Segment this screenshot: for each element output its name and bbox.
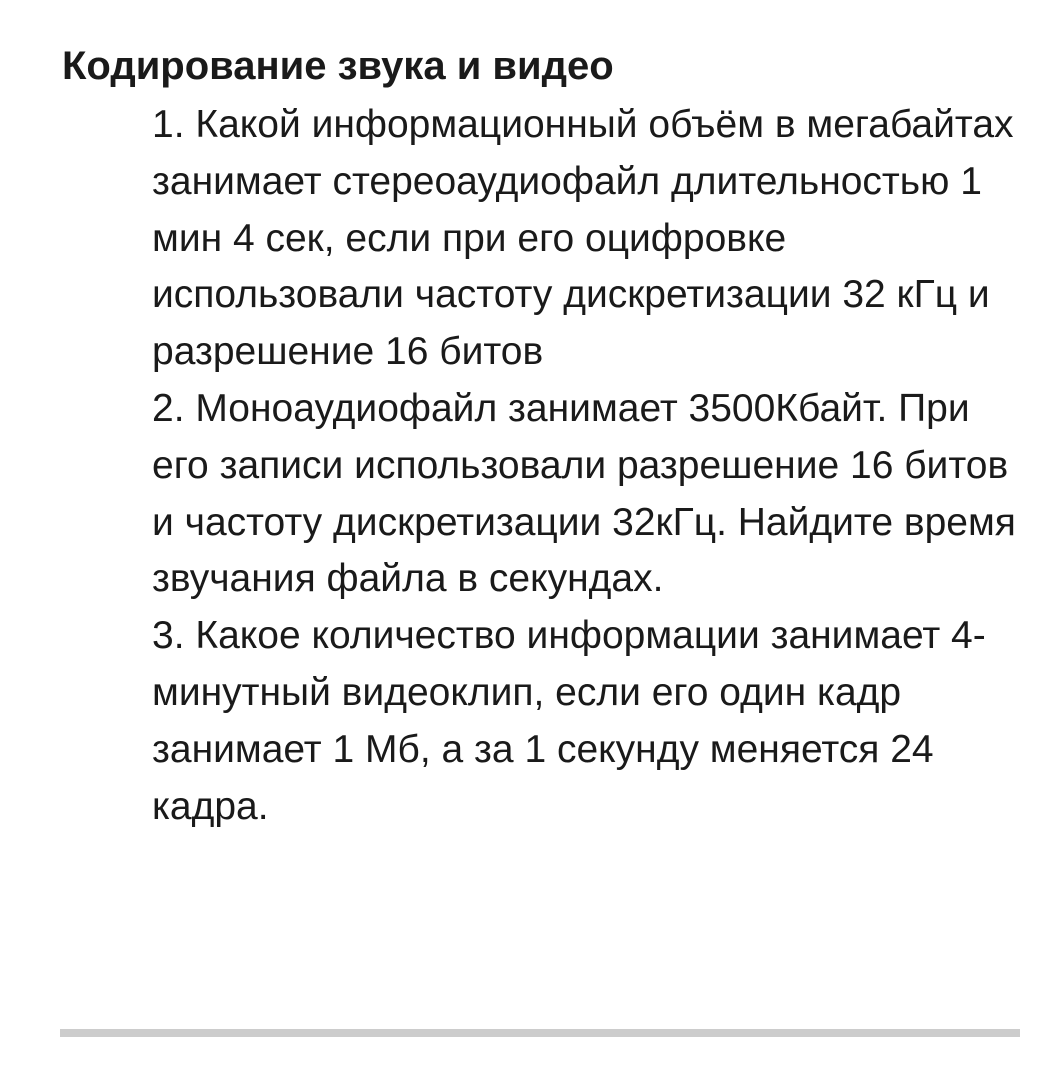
task-item-2: 2. Моноаудиофайл занимает 3500Кбайт. При его записи использовали разрешение 16 битов и частоту дискретизации 32кГц. Найдите время звучания файла в секундах. [152,386,1016,601]
task-item-1: 1. Какой информационный объём в мегабайтах занимает стереоаудиофайл длительностью 1 мин 4 сек, если при его оцифровке использовали частоту дискретизации 32 кГц и разрешение 16 битов [152,103,1014,374]
section-divider [60,1029,1020,1037]
task-item-3: 3. Какое количество информации занимает 4-минутный видеоклип, если его один кадр занимает 1 Мб, а за 1 секунду меняется 24 кадра. [152,614,986,828]
section-title: Кодирование звука и видео [62,44,614,88]
task-list [152,97,1032,835]
